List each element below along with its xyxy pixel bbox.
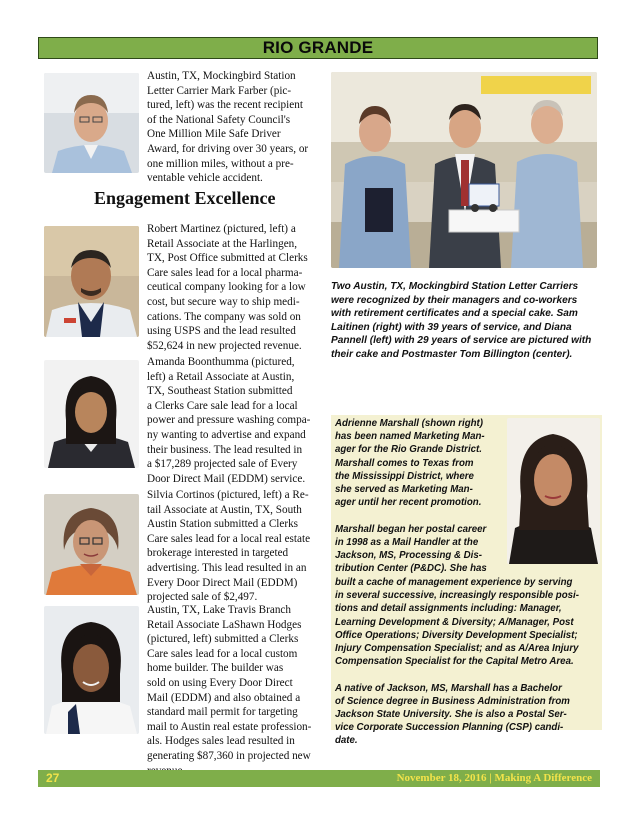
- farber-award-text: Austin, TX, Mockingbird Station Letter Carrier Mark Farber (pic- tured, left) was the recent recipient of the National Safety Council's One Million Mile Safe Driver Award, for driving over 30 years, or one million miles, without a pre- ventable vehicle accident.: [147, 70, 309, 185]
- section-banner: [38, 37, 598, 59]
- section-title: RIO GRANDE: [262, 38, 374, 57]
- page-number: 27: [46, 771, 60, 785]
- photo-mark-farber: [44, 73, 139, 173]
- marshall-career-text: built a cache of management experience by serving in several successive, increasingly responsible posi- tions and detail assignments including: Manager, Learning Development & Diversity; A/Manager, Post Office Operations; Diversity Development Specialist; Injury Compensation Specialist; and as A/Area Injury Compensation Specialist for the Capital Metro Area. A native of Jackson, MS, Marshall has a Bachelor of Science degree in Business Administration from Jackson State University. She is also a Postal Ser- vice Corporate Succession Planning (CSP) candi- date.: [335, 577, 579, 747]
- photo-retirement-group: [331, 72, 597, 268]
- retirement-caption: Two Austin, TX, Mockingbird Station Letter Carriers were recognized by their managers and co-workers with retirement certificates and a special cake. Sam Laitinen (right) with 39 years of service, and Diana Pannell (left) with 29 years of service are pictured with their cake and Postmaster Tom Billington (center).: [331, 281, 592, 360]
- page-footer: [38, 770, 600, 787]
- photo-adrienne-marshall: [507, 418, 600, 564]
- photo-amanda-boonthumma: [44, 360, 139, 468]
- photo-silvia-cortinos: [44, 494, 139, 595]
- martinez-text: Robert Martinez (pictured, left) a Retail Associate at the Harlingen, TX, Post Office submitted at Clerks Care sales lead for a local pharma- ceutical company looking for a low cost, but secure way to ship medi- cations. The company was sold on using USPS and the lead resulted $52,624 in new projected revenue.: [147, 223, 308, 352]
- marshall-intro-text: Adrienne Marshall (shown right) has been named Marketing Man- ager for the Rio Grande District. Marshall comes to Texas from the Mississippi District, where she served as Marketing Man- ager until her recent promotion. Marshall began her postal career in 1998 as a Mail Handler at the Jackson, MS, Processing & Dis- tribution Center (P&DC). She has: [335, 418, 487, 575]
- photo-lashawn-hodges: [44, 606, 139, 734]
- photo-robert-martinez: [44, 226, 139, 337]
- hodges-text: Austin, TX, Lake Travis Branch Retail Associate LaShawn Hodges (pictured, left) submitted a Clerks Care sales lead for a local custom home builder. The builder was sold on using Every Door Direct Mail (EDDM) and also obtained a standard mail permit for targeting mail to Austin real estate profession- als. Hodges sales lead resulted in generating $87,360 in projected new: [147, 604, 312, 762]
- engagement-excellence-heading: Engagement Excellence: [94, 188, 276, 208]
- marshall-sidebar: [331, 415, 602, 747]
- footer-date-title: November 18, 2016 | Making A Difference: [396, 772, 592, 784]
- boonthumma-text: Amanda Boonthumma (pictured, left) a Retail Associate at Austin, TX, Southeast Station submitted a Clerks Care sale lead for a local power and pressure washing compa- ny wanting to advertise and expand their business. The lead resulted in a $17,289 projected sale of Every Door Direct Mail (EDDM) service.: [147, 356, 311, 485]
- cortinos-text: Silvia Cortinos (pictured, left) a Re- tail Associate at Austin, TX, South Austin Station submitted a Clerks Care sales lead for a local real estate brokerage interested in targeted advertising. This lead resulted in an Every Door Direct Mail (EDDM) projected sale of $2,497.: [147, 489, 311, 604]
